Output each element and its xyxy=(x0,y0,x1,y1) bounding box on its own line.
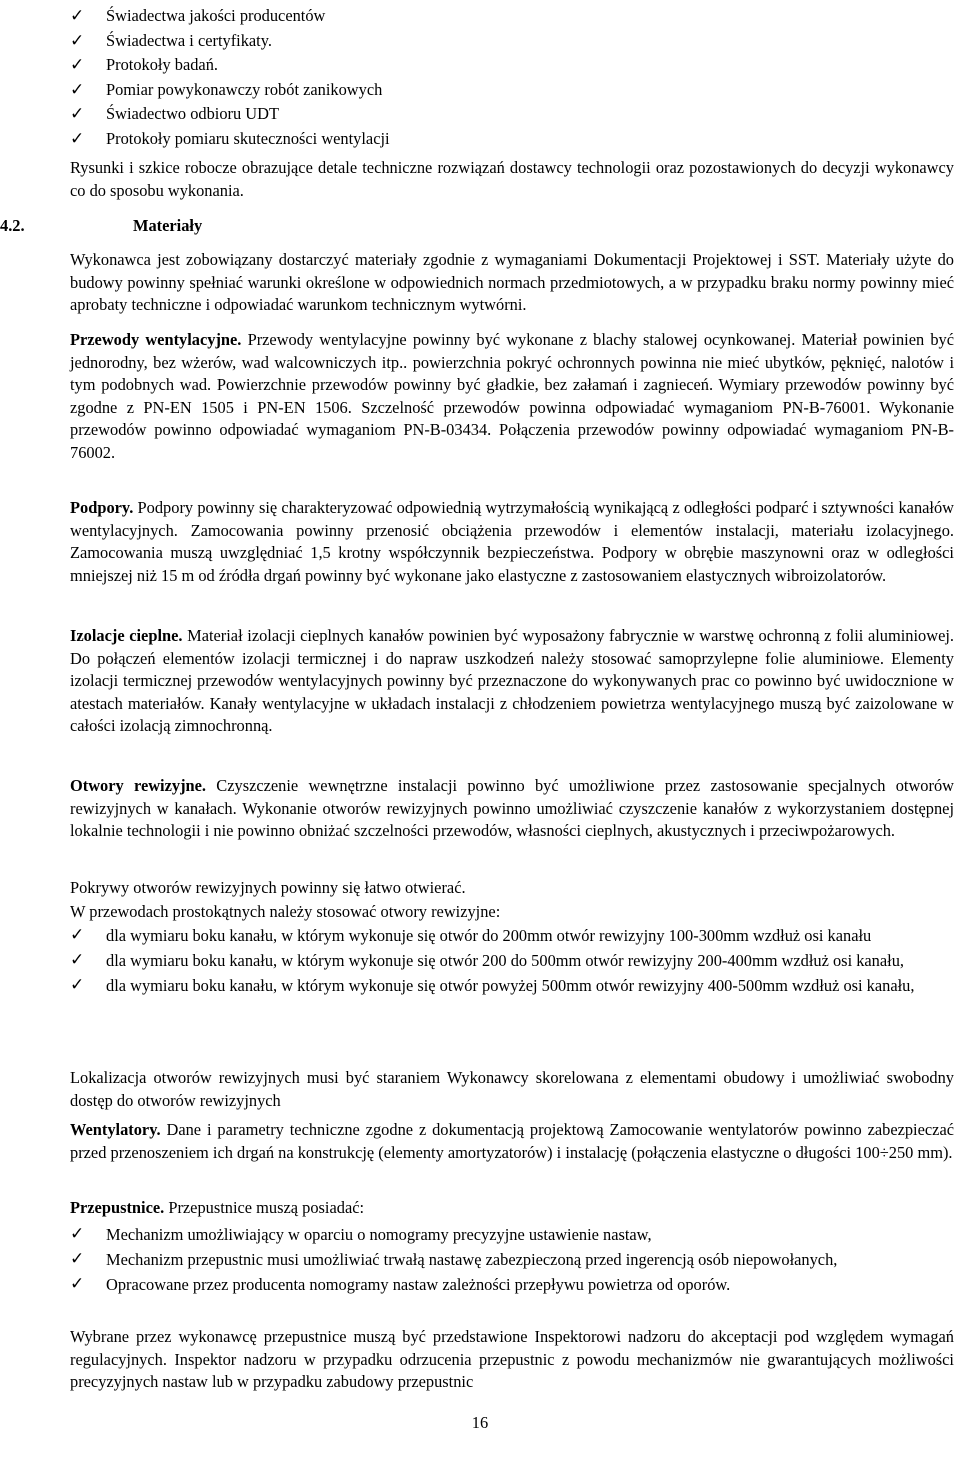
list-item: ✓ dla wymiaru boku kanału, w którym wykonuje się otwór powyżej 500mm otwór rewizyjny 400-500mm wzdłuż osi kanału, xyxy=(70,973,954,998)
izolacje-paragraph: Izolacje cieplne. Materiał izolacji cieplnych kanałów powinien być wyposażony fabrycznie w warstwę ochronną z folii aluminiowej. Do połączeń elementów izolacji termicznej i do napraw uszkodzeń należy stosować samoprzylepne folie aluminiowe. Elementy izolacji termicznej przewodów wentylacyjnych powinny być przeznaczone do wykonywanych prac co powinno być uwidocznione w atestach materiałów. Kanały wentylacyjne w układach instalacji z chłodzeniem powietrza wentylacyjnego muszą być zaizolowane w całości izolacją zimnochronną. xyxy=(70,626,955,736)
wentylatory-paragraph: Wentylatory. Dane i parametry techniczne zgodne z dokumentacją projektową Zamocowanie wentylatorów powinno zabezpieczać przed przenoszeniem ich drgań na konstrukcję (elementy amortyzatorów) i instalację (połączenia elastyczne o długości 100÷250 mm). xyxy=(70,1120,954,1162)
przewody-paragraph: Przewody wentylacyjne. Przewody wentylacyjne powinny być wykonane z blachy stalowej ocynkowanej. Materiał powinien być jednorodny, bez wżerów, wad walcowniczych itp.. powierzchnia pokryć ochronnych powinna nie mieć ubytków, pęknięć, nalotów i tym podobnych wad. Powierzchnie przewodów powinny być gładkie, bez załamań i zagnieceń. Wymiary przewodów powinny być zgodne z PN-EN 1505 i PN-EN 1506. Szczelność przewodów powinna odpowiadać wymaganiom PN-B-76001. Wykonanie przewodów powinno odpowiadać wymaganiom PN-B-03434. Połączenia przewodów powinny odpowiadać wymaganiom PN-B-76002. xyxy=(70,330,954,462)
list-item: ✓ Mechanizm przepustnic musi umożliwiać trwałą nastawę zabezpieczoną przed ingerencją osób niepowołanych, xyxy=(70,1247,954,1272)
checkmark-icon: ✓ xyxy=(70,1249,85,1269)
przewody-title: Przewody wentylacyjne. xyxy=(70,330,242,349)
podpory-paragraph: Podpory. Podpory powinny się charakteryzować odpowiednią wytrzymałością wynikającą z odległości podparć i sztywności kanałów wentylacyjnych. Zamocowania powinny przenosić obciążenia przewodów i elementów instalacji, materiału izolacyjnego. Zamocowania muszą uwzględniać 1,5 krotny współczynnik bezpieczeństwa. Podpory w obrębie maszynowni oraz w odległości mniejszej niż 15 m od źródła drgań powinny być wykonane jako elastyczne z zastosowaniem elastycznych wibroizolatorów. xyxy=(70,498,954,585)
checkmark-icon: ✓ xyxy=(70,79,85,100)
checkmark-icon: ✓ xyxy=(70,925,85,945)
wentylatory-title: Wentylatory. xyxy=(70,1120,161,1139)
checkmark-icon: ✓ xyxy=(70,975,85,995)
rysunki-paragraph: Rysunki i szkice robocze obrazujące detale techniczne rozwiązań dostawcy technologii oraz pozostawionych do decyzji wykonawcy co do sposobu wykonania. xyxy=(70,158,954,200)
checkmark-icon: ✓ xyxy=(70,6,85,26)
wybrane-paragraph: Wybrane przez wykonawcę przepustnice muszą być przedstawione Inspektorowi nadzoru do akceptacji pod względem wymagań regulacyjnych. Inspektor nadzoru w przypadku odrzucenia przepustnic z powodu mechanizmów nie gwarantujących możliwości precyzyjnych nastaw lub w przypadku zabudowy przepustnic xyxy=(70,1327,954,1392)
top-checklist xyxy=(70,4,950,152)
list-item: ✓ Świadectwa jakości producentów xyxy=(70,4,950,29)
list-item: ✓ dla wymiaru boku kanału, w którym wykonuje się otwór do 200mm otwór rewizyjny 100-300mm wzdłuż osi kanału xyxy=(70,923,954,948)
lokalizacja-paragraph: Lokalizacja otworów rewizyjnych musi być staraniem Wykonawcy skorelowana z elementami obudowy i umożliwiać swobodny dostęp do otworów rewizyjnych xyxy=(70,1068,954,1110)
checkmark-icon: ✓ xyxy=(70,128,85,149)
checkmark-icon: ✓ xyxy=(70,950,85,970)
otwory-paragraph: Otwory rewizyjne. Czyszczenie wewnętrzne instalacji powinno być umożliwione przez zastosowanie specjalnych otworów rewizyjnych w kanałach. Wykonanie otworów rewizyjnych powinno umożliwiać czyszczenie kanałów z wykorzystaniem dostępnej lokalnie technologii i nie powinno obniżać szczelności przewodów, własności cieplnych, akustycznych i przeciwpożarowych. xyxy=(70,776,954,841)
otwory-title: Otwory rewizyjne. xyxy=(70,776,207,795)
list-item: ✓ Pomiar powykonawczy robót zanikowych xyxy=(70,78,950,103)
list-item: ✓ Protokoły pomiaru skuteczności wentylacji xyxy=(70,127,950,152)
checkmark-icon: ✓ xyxy=(70,55,85,76)
checkmark-icon: ✓ xyxy=(70,1274,85,1294)
izolacje-title: Izolacje cieplne. xyxy=(70,626,183,645)
list-item: ✓ Mechanizm umożliwiający w oparciu o nomogramy precyzyjne ustawienie nastaw, xyxy=(70,1222,954,1247)
przepustnice-title: Przepustnice. xyxy=(70,1198,165,1217)
podpory-title: Podpory. xyxy=(70,498,134,517)
pokrywy-line: Pokrywy otworów rewizyjnych powinny się łatwo otwierać. xyxy=(70,878,466,897)
przepustnice-list xyxy=(70,1222,954,1297)
page-number: 16 xyxy=(471,1413,489,1432)
rewizyjne-list xyxy=(70,923,954,998)
list-item: ✓ Opracowane przez producenta nomogramy nastaw zależności przepływu powietrza od oporów. xyxy=(70,1272,954,1297)
checkmark-icon: ✓ xyxy=(70,104,85,125)
materials-intro-paragraph: Wykonawca jest zobowiązany dostarczyć materiały zgodnie z wymaganiami Dokumentacji Projektowej i SST. Materiały użyte do budowy powinny spełniać warunki określone w odpowiednich normach przedmiotowych, a w przypadku braku normy powinny mieć aprobaty techniczne i odpowiadać warunkom technicznym wytwórni. xyxy=(70,250,954,315)
section-title: Materiały xyxy=(133,216,203,235)
checkmark-icon: ✓ xyxy=(70,30,85,51)
list-item: ✓ Świadectwo odbioru UDT xyxy=(70,102,950,127)
przepustnice-paragraph: Przepustnice. Przepustnice muszą posiadać: xyxy=(70,1198,365,1217)
list-item: ✓ Świadectwa i certyfikaty. xyxy=(70,29,950,54)
list-item: ✓ Protokoły badań. xyxy=(70,53,950,78)
prostokatne-line: W przewodach prostokątnych należy stosować otwory rewizyjne: xyxy=(70,902,501,921)
list-item: ✓ dla wymiaru boku kanału, w którym wykonuje się otwór 200 do 500mm otwór rewizyjny 200-400mm wzdłuż osi kanału, xyxy=(70,948,954,973)
checkmark-icon: ✓ xyxy=(70,1224,85,1244)
section-number: 4.2. xyxy=(0,216,25,235)
